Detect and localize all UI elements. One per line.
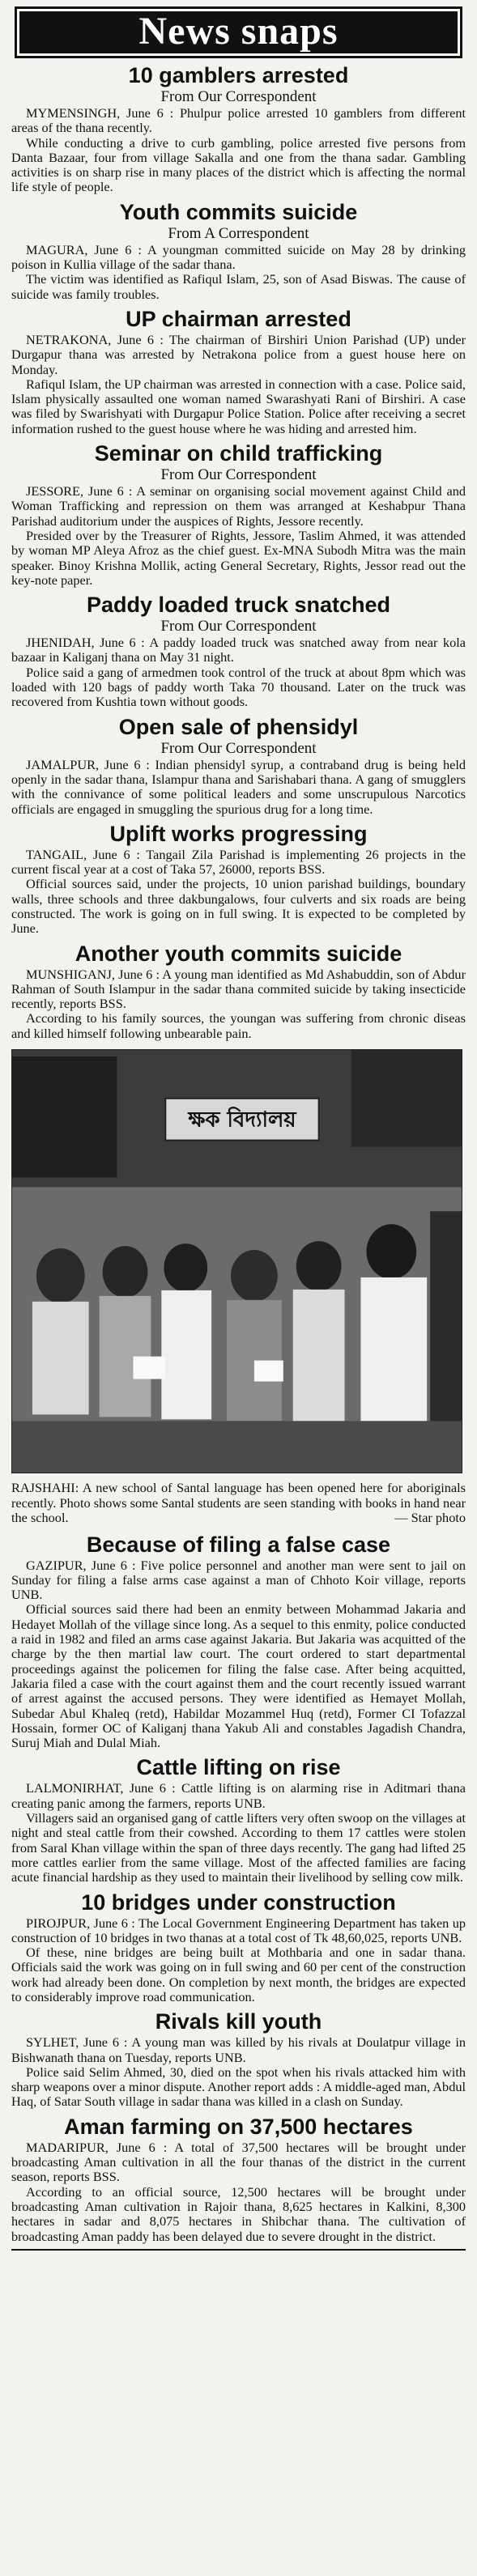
bottom-rule — [11, 2249, 466, 2251]
news-story — [11, 715, 466, 817]
story-paragraph: MUNSHIGANJ, June 6 : A young man identified as Md Ashabuddin, son of Abdur Rahman of South Islampur in the sadar thana commited suicide by taking insecticide recently, reports BSS. — [11, 966, 466, 1012]
story-paragraph: NETRAKONA, June 6 : The chairman of Birshiri Union Parishad (UP) under Durgapur thana was arrested by Netrakona police from a guest house here on Monday. — [11, 331, 466, 377]
news-story — [11, 2009, 466, 2109]
masthead: News snaps — [15, 6, 462, 58]
story-paragraph: TANGAIL, June 6 : Tangail Zila Parishad is implementing 26 projects in the current fiscal year at a cost of Taka 57, 26000, reports BSS. — [11, 846, 466, 878]
story-headline: Seminar on child trafficking — [94, 441, 383, 466]
story-headline: Paddy loaded truck snatched — [86, 593, 391, 618]
news-story — [11, 942, 466, 1041]
news-story — [11, 307, 466, 436]
photo-credit: — Star photo — [394, 1510, 466, 1526]
story-headline: Open sale of phensidyl — [118, 714, 359, 739]
news-story — [11, 63, 466, 195]
news-story — [11, 1890, 466, 2005]
story-headline: UP chairman arrested — [126, 306, 351, 331]
school-photo — [11, 1049, 462, 1473]
news-story — [11, 1755, 466, 1885]
news-story — [11, 1532, 466, 1751]
story-paragraph: Official sources said, under the projects, 10 union parishad buildings, boundary walls, three schools and three dakbungalows, four culverts and six roads are being constructed. The work is going on in full swing. It is expected to be completed by June. — [11, 876, 466, 937]
story-paragraph: Of these, nine bridges are being built at Mothbaria and one in sadar thana. Officials said the work was going on in full swing and 60 per cent of the construction work had already been done. On completion by next month, the bridges are expected to considerably improve road communication. — [11, 1945, 466, 2004]
story-paragraph: Official sources said there had been an enmity between Mohammad Jakaria and Hedayet Mollah of the village since long. As a sequel to this enmity, police conducted a raid in 1982 and filed an arms case against Jakaria. But Jakaria was acquitted of the charge by the then martial law court. The court ordered to start departmental proceedings against the policemen for filing the false case. After being acquitted, Jakaria filed a case with the court against them and the court recently issued warrant of arrest against the accused persons. They were identified as Hemayet Mollah, Subedar Abul Khaleq (retd), Habildar Mozammel Huq (retd), Former CI Tofazzal Hossain, former OC of Kaliganj thana Yakub Ali and constables Jagadish Chandra, Suruj Miah and Dulal Miah. — [11, 1601, 466, 1751]
story-paragraph: While conducting a drive to curb gambling, police arrested five persons from Danta Bazaar, four from village Sakalla and one from the thana sadar. Gambling activities is on sharp rise in many places of the district which is affecting the normal life style of people. — [11, 134, 466, 195]
story-paragraph: According to his family sources, the youngan was suffering from chronic diseas and killed himself following unbearable pain. — [11, 1010, 466, 1041]
story-byline: From A Correspondent — [168, 224, 309, 242]
story-headline: Cattle lifting on rise — [136, 1755, 341, 1780]
story-paragraph: The victim was identified as Rafiqul Islam, 25, son of Asad Biswas. The cause of suicide was family troubles. — [11, 271, 466, 302]
story-paragraph: According to an official source, 12,500 hectares will be brought under broadcasting Aman cultivation in Rajoir thana, 8,625 hectares in Kalkini, 8,300 hectares in sadar and 8,075 hectares in Shibchar thana. The cultivation of broadcasting Aman paddy has been delayed due to severe drought in the district. — [11, 2183, 466, 2244]
story-byline: From Our Correspondent — [160, 466, 317, 484]
story-headline: Uplift works progressing — [109, 821, 368, 846]
story-paragraph: Presided over by the Treasurer of Rights, Jessore, Taslim Ahmed, it was attended by woman MP Aleya Afroz as the chief guest. Ex-MNA Subodh Mitra was the main speaker. Binoy Krishna Mollik, acting General Secretary, Rights, Jessor read out the key-note paper. — [11, 527, 466, 588]
story-headline: Rivals kill youth — [155, 2009, 322, 2034]
stories-bottom — [11, 1532, 466, 2244]
story-headline: Aman farming on 37,500 hectares — [64, 2114, 413, 2139]
story-paragraph: JAMALPUR, June 6 : Indian phensidyl syrup, a contraband drug is being held openly in the sadar thana, Islampur thana and Sarishabari thana. A gang of smugglers with the connivance of some political leaders and some unscrupulous Narcotics officials are engaged in smuggling the spurious drug for a long time. — [11, 756, 466, 817]
news-story — [11, 441, 466, 588]
story-paragraph: MADARIPUR, June 6 : A total of 37,500 hectares will be brought under broadcasting Aman cultivation in all the four thanas of the district in the current season, reports BSS. — [11, 2139, 466, 2185]
story-paragraph: LALMONIRHAT, June 6 : Cattle lifting is on alarming rise in Aditmari thana creating panic among the farmers, reports UNB. — [11, 1780, 466, 1811]
story-paragraph: Rafiqul Islam, the UP chairman was arrested in connection with a case. Police said, Islam physically assaulted one woman named Swarashyati Rani of Birshiri. A case was filed by Swarishyati with Durgapur Police Station. Police after receiving a secret information rushed to the guest house where he was hiding and arrested him. — [11, 376, 466, 436]
story-paragraph: GAZIPUR, June 6 : Five police personnel and another man were sent to jail on Sunday for filing a false arms case against a man of Chhoto Koir village, reports UNB. — [11, 1557, 466, 1603]
stories-top — [11, 63, 466, 1041]
story-paragraph: Police said a gang of armedmen took control of the truck at about 8pm which was loaded with 120 bags of paddy worth Taka 70 thousand. Later on the truck was recovered from Kushtia town without goods. — [11, 664, 466, 710]
story-paragraph: MAGURA, June 6 : A youngman committed suicide on May 28 by drinking poison in Kullia village of the sadar thana. — [11, 241, 466, 273]
photo-caption — [11, 1481, 466, 1526]
story-paragraph: JHENIDAH, June 6 : A paddy loaded truck was snatched away from near kola bazaar in Kaliganj thana on May 31 night. — [11, 635, 466, 665]
news-story — [11, 2115, 466, 2244]
story-paragraph: MYMENSINGH, June 6 : Phulpur police arrested 10 gamblers from different areas of the thana recently. — [11, 105, 466, 136]
news-story — [11, 200, 466, 302]
story-paragraph: Police said Selim Ahmed, 30, died on the spot when his rivals attacked him with sharp weapons over a minor dispute. Another report adds : A middle-aged man, Abdul Haq, of Satar South village in sadar thana was killed in a clash on Sunday. — [11, 2064, 466, 2110]
story-headline: 10 bridges under construction — [81, 1889, 396, 1915]
story-byline: From Our Correspondent — [160, 618, 317, 635]
story-byline: From Our Correspondent — [160, 88, 317, 105]
news-story — [11, 822, 466, 937]
story-headline: Youth commits suicide — [119, 199, 358, 224]
story-byline: From Our Correspondent — [160, 739, 317, 757]
news-story — [11, 593, 466, 709]
sign-text: ক্ষক বিদ্যালয় — [188, 1107, 296, 1133]
story-paragraph: JESSORE, June 6 : A seminar on organising social movement against Child and Woman Trafficking and repression on them was arranged at Keshabpur Thana Parishad auditorium under the auspices of Rights, Jessore recently. — [11, 483, 466, 529]
caption-text: RAJSHAHI: A new school of Santal language has been opened here for aboriginals recently. Photo shows some Santal students are seen standing with books in hand near the school. — [11, 1480, 466, 1526]
story-headline: 10 gamblers arrested — [128, 63, 349, 87]
story-paragraph: Villagers said an organised gang of cattle lifters very often swoop on the villages at night and steal cattle from their cowshed. According to them 17 cattles were stolen from Saral Khan village within the span of three days recently. The gang had lifted 25 more cattles earlier from the same village. Most of the affected families are facing acute financial hardship as they used to maintain their livelihood by selling cow milk. — [11, 1810, 466, 1885]
story-headline: Because of filing a false case — [86, 1532, 391, 1557]
story-paragraph: SYLHET, June 6 : A young man was killed by his rivals at Doulatpur village in Bishwanath thana on Tuesday, reports UNB. — [11, 2034, 466, 2065]
story-headline: Another youth commits suicide — [75, 941, 402, 966]
story-paragraph: PIROJPUR, June 6 : The Local Government Engineering Department has taken up construction of 10 bridges in two thanas at a total cost of Tk 48,60,025, reports UNB. — [11, 1915, 466, 1945]
